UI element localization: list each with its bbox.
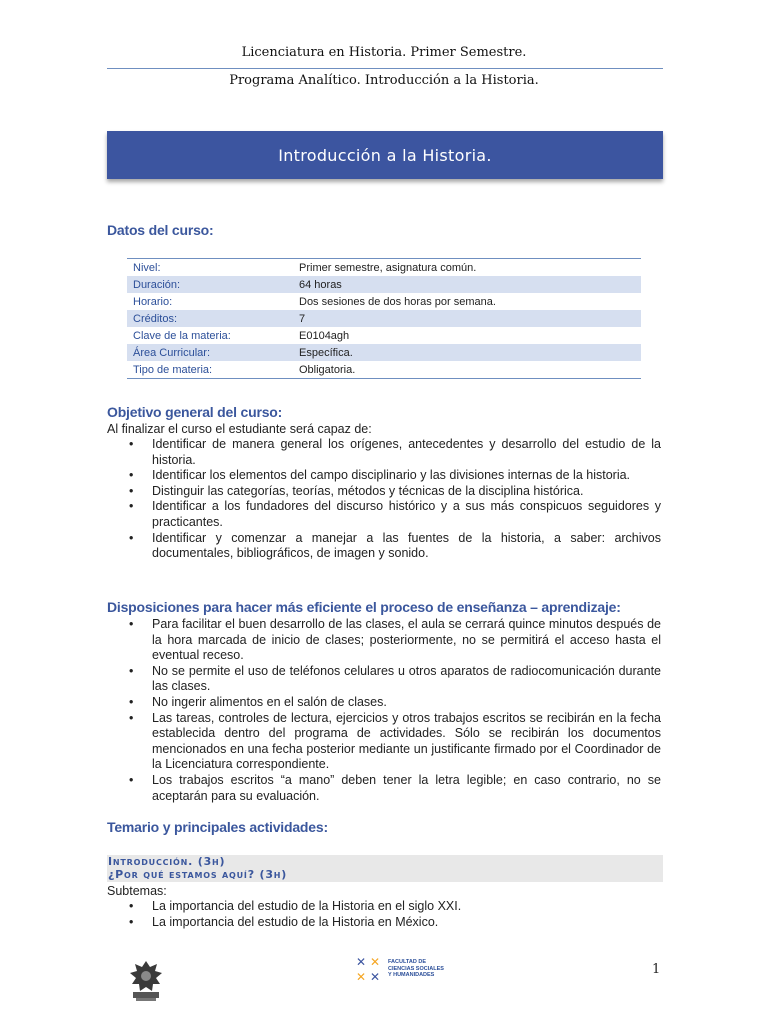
bullet-icon: •	[129, 710, 134, 725]
table-row	[127, 327, 641, 344]
bullet-icon: •	[129, 914, 134, 929]
bullet-icon: •	[129, 772, 134, 787]
header-title-line: Programa Analítico. Introducción a la Historia.	[229, 73, 539, 88]
list-item: • Distinguir las categorías, teorías, métodos y técnicas de la disciplina histórica.	[129, 483, 584, 498]
table-row	[127, 344, 641, 361]
row-value: Dos sesiones de dos horas por semana.	[299, 295, 496, 308]
section-heading-disposiciones: Disposiciones para hacer más eficiente el proceso de enseñanza – aprendizaje:	[107, 599, 621, 615]
table-row	[127, 361, 641, 379]
section-heading-temario: Temario y principales actividades:	[107, 819, 328, 835]
list-item: • Las tareas, controles de lectura, ejercicios y otros trabajos escritos se recibirán en la fecha establecida dentro del programa de actividades. Sólo se recibirán los documentos mencionados en una fecha posterior mediante un justificante firmado por el Coordinador de la Licenciatura correspondiente.	[129, 710, 661, 772]
objetivo-list	[127, 437, 661, 562]
svg-text:✕: ✕	[356, 955, 367, 969]
header-program-line: Licenciatura en Historia. Primer Semestre.	[241, 45, 527, 60]
table-row	[127, 293, 641, 310]
bullet-icon: •	[129, 899, 134, 913]
list-item: • Los trabajos escritos “a mano” deben tener la letra legible; en caso contrario, no se aceptarán para su evaluación.	[129, 772, 661, 803]
row-label: Clave de la materia:	[133, 329, 231, 342]
row-value: Específica.	[293, 344, 641, 361]
row-label: Nivel:	[133, 261, 161, 274]
row-value: E0104agh	[299, 329, 350, 342]
list-item: • Identificar a los fundadores del discurso histórico y a sus más conspicuos seguidores y practicantes.	[129, 499, 661, 529]
section-heading-objetivo: Objetivo general del curso:	[107, 404, 283, 420]
table-row	[127, 259, 641, 277]
faculty-logo-icon	[356, 954, 384, 984]
bullet-icon: •	[129, 468, 134, 483]
page-number: 1	[652, 962, 661, 977]
list-item: • No ingerir alimentos en el salón de clases.	[129, 694, 387, 709]
list-item: • La importancia del estudio de la Historia en México.	[129, 914, 439, 929]
header-divider	[107, 68, 663, 69]
row-label: Tipo de materia:	[133, 363, 213, 376]
bullet-icon: •	[129, 617, 134, 631]
table-row	[127, 310, 641, 327]
course-title-banner	[107, 131, 663, 179]
faculty-logo	[356, 954, 458, 984]
disposiciones-list	[127, 617, 661, 804]
list-item: • No se permite el uso de teléfonos celulares u otros aparatos de radiocomunicación durante las clases.	[129, 663, 661, 694]
objetivo-intro: Al finalizar el curso el estudiante será capaz de:	[107, 422, 372, 436]
row-value: 64 horas	[293, 276, 641, 293]
bullet-icon: •	[129, 483, 134, 498]
topic-title: Introducción. (3h)	[108, 855, 226, 868]
row-label: Horario:	[133, 295, 173, 308]
list-item: • Identificar y comenzar a manejar a las fuentes de la historia, a saber: archivos documentales, bibliográficos, de imagen y sonido.	[129, 530, 661, 561]
list-item: • Para facilitar el buen desarrollo de las clases, el aula se cerrará quince minutos después de la hora marcada de inicio de clases; posteriormente, no se permitirá el acceso hasta el eventual receso.	[129, 617, 661, 663]
bullet-icon: •	[129, 437, 134, 451]
subtemas-list	[127, 899, 661, 930]
row-value: Obligatoria.	[299, 363, 356, 376]
row-label: Duración:	[127, 276, 293, 293]
row-value: Primer semestre, asignatura común.	[299, 261, 477, 274]
subtemas-label: Subtemas:	[107, 884, 167, 898]
bullet-icon: •	[129, 530, 134, 545]
list-item: • Identificar los elementos del campo disciplinario y las divisiones internas de la historia.	[129, 468, 631, 483]
svg-text:✕: ✕	[370, 955, 381, 969]
course-data-table	[127, 258, 641, 379]
list-item: • Identificar de manera general los orígenes, antecedentes y desarrollo del estudio de la historia.	[129, 437, 661, 467]
section-heading-datos: Datos del curso:	[107, 222, 214, 238]
row-label: Área Curricular:	[127, 344, 293, 361]
university-seal-icon	[126, 958, 166, 1006]
bullet-icon: •	[129, 694, 134, 709]
topic-subtitle: ¿Por qué estamos aquí? (3h)	[108, 868, 288, 881]
faculty-logo-text: FACULTAD DE CIENCIAS SOCIALES Y HUMANIDADES	[388, 959, 444, 979]
bullet-icon: •	[129, 663, 134, 678]
course-title: Introducción a la Historia.	[278, 145, 492, 165]
list-item: • La importancia del estudio de la Historia en el siglo XXI.	[129, 899, 462, 913]
topic-header	[107, 855, 663, 882]
row-value: 7	[293, 310, 641, 327]
svg-text:✕: ✕	[370, 970, 381, 984]
table-row	[127, 276, 641, 293]
bullet-icon: •	[129, 499, 134, 514]
svg-text:✕: ✕	[356, 970, 367, 984]
row-label: Créditos:	[127, 310, 293, 327]
